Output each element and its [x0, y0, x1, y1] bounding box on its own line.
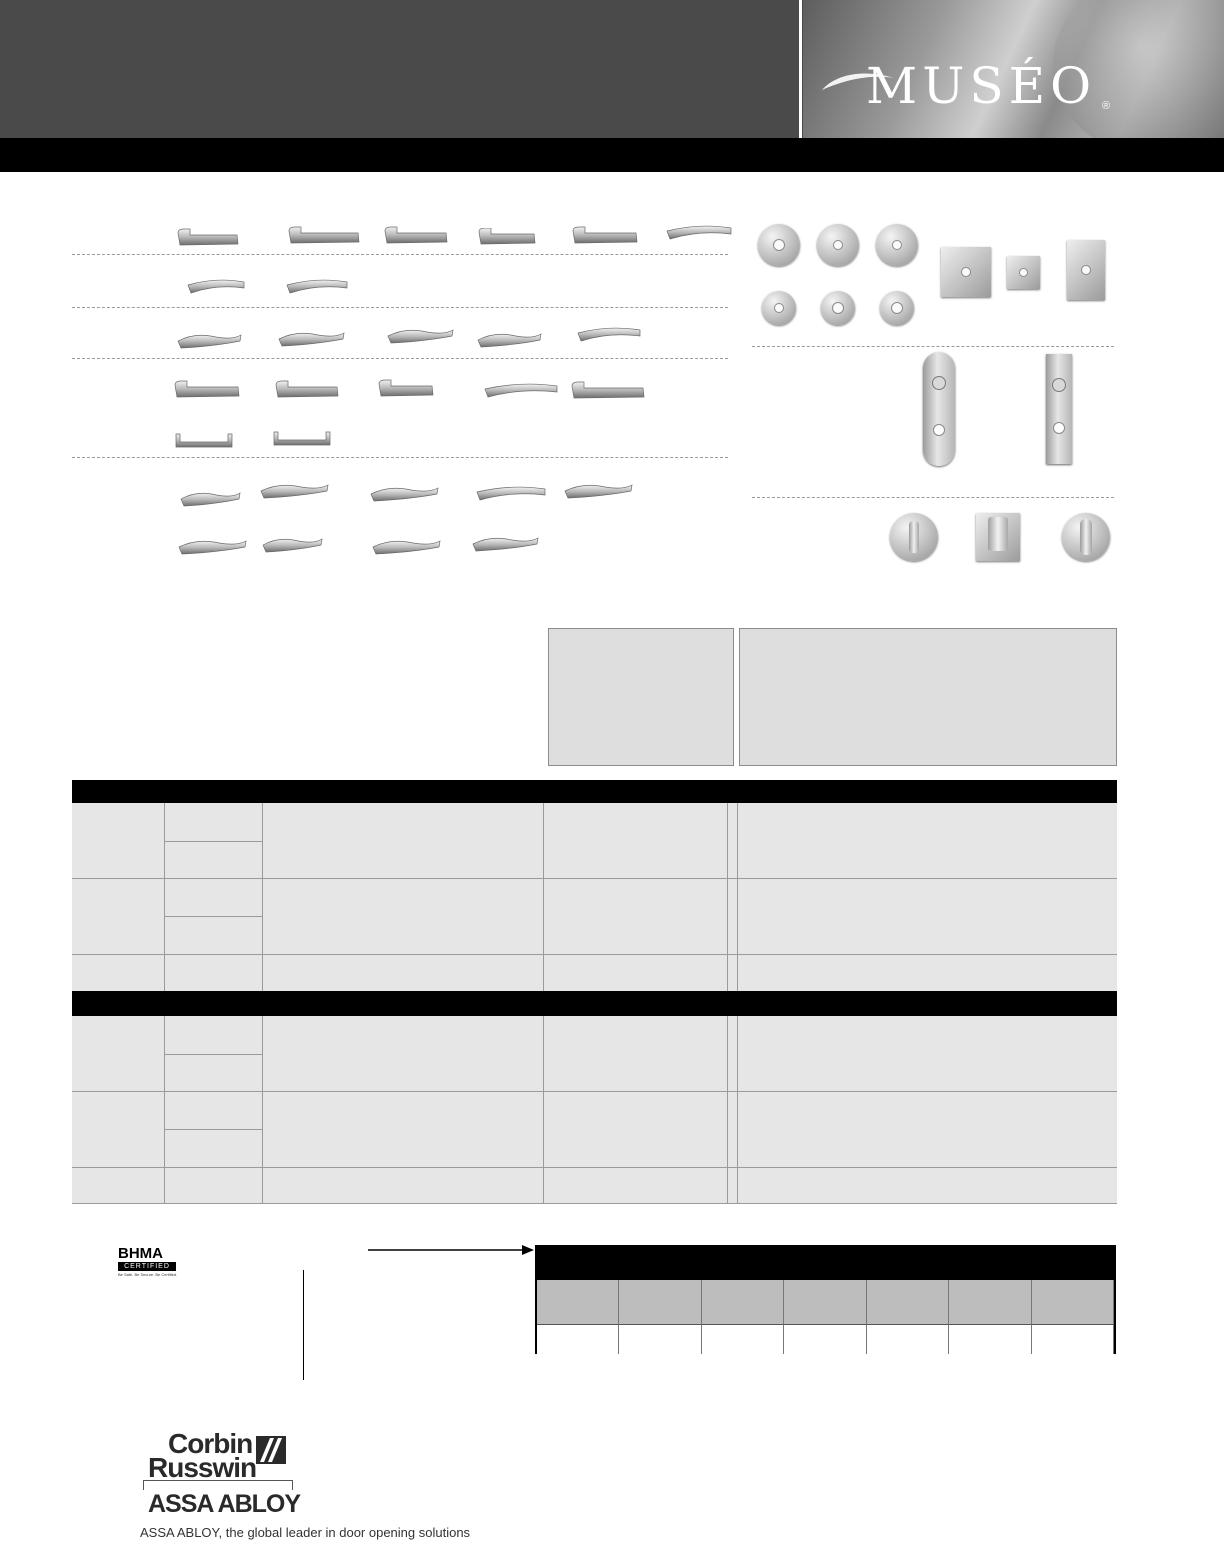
finish-header-cell [619, 1280, 701, 1324]
round-rose-icon [762, 291, 796, 325]
table-body [72, 803, 1117, 991]
lever-handle-icon [185, 277, 247, 297]
table-body [72, 1016, 1117, 1203]
table-row-rule [164, 841, 262, 842]
table-row-rule [72, 1203, 1117, 1204]
round-rose-icon [821, 291, 855, 325]
lever-handle-icon [383, 226, 449, 248]
lever-handle-icon [664, 222, 734, 244]
bhma-tagline: Be Safe. Be Secure. Be Certified. [118, 1272, 178, 1277]
table-row-rule [164, 1054, 262, 1055]
lever-handle-icon [562, 480, 634, 502]
lever-handle-icon [470, 532, 540, 556]
finish-table [535, 1278, 1116, 1354]
lever-handle-icon [377, 378, 435, 402]
russwin-wordmark: Russwin [148, 1452, 257, 1483]
table-column-rule [727, 803, 728, 991]
header-divider [799, 0, 802, 138]
lever-handle-icon [178, 488, 242, 510]
finish-header-cell [702, 1280, 784, 1324]
table-column-rule [164, 1016, 165, 1203]
lever-handle-icon [258, 480, 330, 502]
lever-handle-icon [284, 277, 350, 297]
lever-handle-icon [368, 482, 440, 506]
lever-handle-icon [270, 426, 334, 450]
info-box [548, 628, 734, 766]
table-column-rule [543, 1016, 544, 1203]
thumbturn-icon [976, 513, 1020, 561]
lever-handle-icon [570, 380, 646, 404]
finish-header-cell [1032, 1280, 1114, 1324]
title-band [0, 138, 1224, 172]
table-row-rule [72, 1091, 1117, 1092]
finish-cell [702, 1324, 784, 1354]
round-rose-icon [817, 224, 859, 266]
lever-handle-icon [276, 328, 346, 350]
table-column-rule [737, 803, 738, 991]
finish-cell [949, 1324, 1031, 1354]
table-row-rule [72, 954, 1117, 955]
lever-handle-icon [260, 534, 324, 556]
assa-abloy-logo: ASSA ABLOY [148, 1490, 301, 1518]
registered-mark: ® [1102, 100, 1111, 112]
bhma-certified-badge [118, 1246, 180, 1277]
brand-logo: MUSÉO [866, 57, 1097, 115]
bhma-subtitle: CERTIFIED [118, 1262, 176, 1271]
lever-handle-icon [172, 428, 236, 452]
company-tagline: ASSA ABLOY, the global leader in door opening solutions [140, 1525, 471, 1540]
lever-handle-icon [475, 330, 543, 350]
lever-handle-icon [176, 536, 248, 558]
logo-bracket [143, 1480, 293, 1490]
thumbturn-icon [890, 513, 938, 561]
escutcheon-plate-icon [923, 352, 955, 466]
table-column-rule [737, 1016, 738, 1203]
separator [752, 497, 1114, 498]
table-column-rule [727, 1016, 728, 1203]
finish-cell [867, 1324, 949, 1354]
lever-handle-icon [287, 226, 361, 248]
separator [72, 307, 728, 308]
info-box [739, 628, 1117, 766]
finish-cell [537, 1324, 619, 1354]
thumbturn-icon [1062, 513, 1110, 561]
finish-header-cell [949, 1280, 1031, 1324]
table-section-header [72, 991, 1117, 1016]
table-column-rule [262, 803, 263, 991]
finish-table-header [535, 1245, 1116, 1278]
lever-handle-icon [482, 378, 560, 404]
separator [72, 358, 728, 359]
table-column-rule [164, 803, 165, 991]
table-row-rule [72, 878, 1117, 879]
separator [72, 457, 728, 458]
finish-cell [1032, 1324, 1114, 1354]
lever-handle-icon [173, 379, 241, 403]
arrow-icon [366, 1243, 536, 1257]
finish-cell [784, 1324, 866, 1354]
corbin-wordmark: Corbin [168, 1428, 253, 1459]
lever-handle-icon [274, 380, 340, 402]
escutcheon-plate-icon [1046, 354, 1072, 464]
lever-handle-icon [477, 228, 537, 248]
lever-handle-icon [571, 226, 639, 248]
finish-header-cell [784, 1280, 866, 1324]
lever-handle-icon [176, 228, 240, 250]
round-rose-icon [758, 224, 800, 266]
rectangular-rose-icon [1067, 240, 1105, 300]
table-column-rule [262, 1016, 263, 1203]
table-column-rule [543, 803, 544, 991]
square-rose-icon [941, 247, 991, 297]
table-row-rule [72, 1167, 1117, 1168]
table-row-rule [164, 1129, 262, 1130]
table-row-rule [164, 916, 262, 917]
finish-cell [619, 1324, 701, 1354]
finish-header-cell [537, 1280, 619, 1324]
finish-header-cell [867, 1280, 949, 1324]
separator [72, 254, 728, 255]
lever-handle-icon [175, 330, 243, 352]
divider [303, 1270, 304, 1380]
corbin-russwin-mark-icon [256, 1436, 292, 1466]
bhma-title: BHMA [118, 1245, 163, 1262]
lever-handle-icon [385, 324, 455, 348]
lever-handle-icon [474, 482, 548, 506]
corbin-russwin-logo [148, 1428, 257, 1483]
table-section-header [72, 780, 1117, 803]
round-rose-icon [880, 291, 914, 325]
separator [752, 346, 1114, 347]
lever-handle-icon [575, 325, 643, 345]
square-rose-icon [1007, 256, 1040, 289]
round-rose-icon [876, 224, 918, 266]
lever-handle-icon [370, 536, 442, 558]
